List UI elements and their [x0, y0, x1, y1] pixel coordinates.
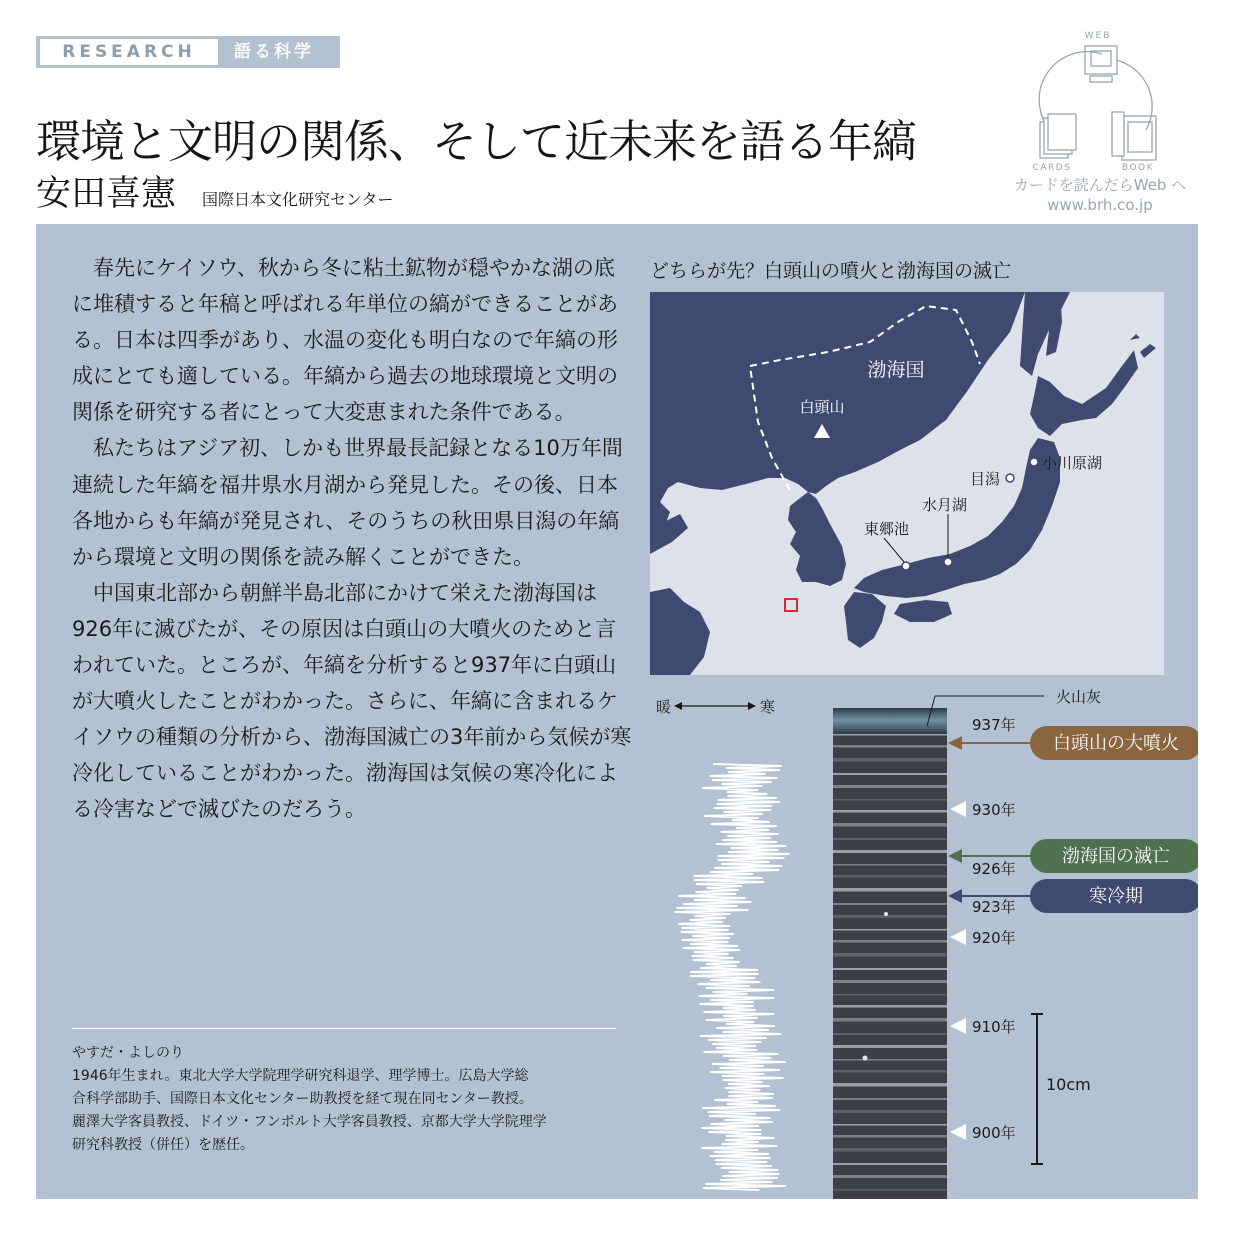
varve-band: [833, 1033, 947, 1035]
site-marker: [1006, 474, 1014, 482]
varve-band: [833, 785, 947, 788]
bio-line: 1946年生まれ。東北大学大学院理学研究科退学、理学博士。広島大学総: [72, 1068, 529, 1084]
cards-label: CARDS: [1032, 163, 1072, 173]
varve-band: [833, 994, 947, 996]
scale-label: 10cm: [1046, 1075, 1091, 1094]
varve-band: [833, 838, 947, 840]
varve-band: [833, 1148, 947, 1152]
varve-band: [833, 1045, 947, 1048]
varve-band: [833, 929, 947, 931]
map-title: どちらが先？白頭山の噴火と渤海国の滅亡: [650, 260, 1012, 282]
east-asia-map: [650, 292, 1164, 675]
varve-band: [833, 875, 947, 878]
varve-band: [833, 1163, 947, 1165]
varve-band: [833, 799, 947, 801]
bio-line: 合科学部助手、国際日本文化センター助教授を経て現在同センター教授。: [72, 1091, 533, 1107]
arrow-right-icon: [748, 702, 756, 710]
tick-marker-icon: [950, 1018, 966, 1034]
arrow-left-icon: [674, 702, 682, 710]
article-paragraph: 私たちはアジア初、しかも世界最長記録となる10万年間連続した年縞を福井県水月湖から発見した。その後、日本各地からも年縞が発見され、そのうちの秋田県目潟の年縞から環境と文明の関係を読み解くことができた。: [72, 436, 623, 569]
site-marker: [944, 558, 952, 566]
year-label: 910年: [972, 1018, 1016, 1036]
author-affiliation: 国際日本文化研究センター: [202, 190, 394, 209]
varve-band: [833, 1005, 947, 1008]
varve-band: [833, 823, 947, 827]
research-tag-label: RESEARCH: [40, 39, 218, 65]
varve-band: [833, 888, 947, 892]
varve-band: [833, 1110, 947, 1113]
author-name: 安田喜憲: [36, 174, 177, 214]
varve-band: [833, 903, 947, 905]
eruption-callout-label: 白頭山の大噴火: [1053, 733, 1179, 754]
varve-band: [833, 1059, 947, 1061]
varve-band: [833, 915, 947, 918]
article-paragraph: 春先にケイソウ、秋から冬に粘土鉱物が穏やかな湖の底に堆積すると年稿と呼ばれる年単位の縞ができることがある。日本は四季があり、水温の変化も明白なので年縞の形成にとても適している。年縞から過去の地球環境と文明の関係を研究する者にとって大変恵まれた条件である。: [72, 256, 618, 425]
varve-band: [833, 1083, 947, 1087]
cold-label: 寒: [760, 698, 776, 716]
varve-band: [833, 1018, 947, 1022]
varve-band: [833, 1175, 947, 1178]
varve-band: [833, 745, 947, 748]
varve-band: [833, 1070, 947, 1073]
speck: [884, 912, 888, 916]
year-label: 923年: [972, 898, 1016, 916]
varve-band: [833, 758, 947, 762]
year-label: 930年: [972, 801, 1016, 819]
web-label: WEB: [1084, 31, 1112, 41]
ash-layer: [833, 708, 947, 732]
collapse-arrow-icon: [948, 849, 962, 863]
bio-line: 麗澤大学客員教授、ドイツ・フンボルト大学客員教授、京都大学大学院理学: [72, 1114, 547, 1130]
tick-marker-icon: [950, 801, 966, 817]
cold-callout-label: 寒冷期: [1089, 886, 1143, 907]
author-bio: [72, 1042, 632, 1157]
web-cards-book-cycle-icon: [1030, 26, 1166, 174]
bio-line: 研究科教授（併任）を歴任。: [72, 1137, 254, 1153]
site-label: 東郷池: [864, 520, 910, 538]
section-tag-label: 語る科学: [234, 42, 314, 62]
varve-band: [833, 1098, 947, 1100]
book-label: BOOK: [1121, 163, 1155, 173]
site-label: 水月湖: [922, 496, 968, 514]
varve-band: [833, 734, 947, 736]
article-paragraph: 中国東北部から朝鮮半島北部にかけて栄えた渤海国は926年に滅びたが、その原因は白頭山の大噴火のためと言われていた。ところが、年縞を分析すると937年に白頭山が大噴火したことがわかった。さらに、年縞に含まれるケイソウの種類の分析から、渤海国滅亡の3年前から気候が寒冷化していることがわかった。渤海国は気候の寒冷化による冷害などで滅びたのだろう。: [72, 580, 632, 822]
varve-band: [833, 864, 947, 866]
year-label: 926年: [972, 860, 1016, 878]
eruption-arrow-icon: [948, 736, 962, 750]
article-body: [72, 250, 632, 828]
warm-label: 暖: [656, 698, 672, 716]
varve-band: [833, 980, 947, 983]
site-marker: [1030, 458, 1038, 466]
divider: [72, 1028, 616, 1029]
content-panel: [36, 224, 1198, 1199]
varve-band: [833, 773, 947, 775]
year-label: 937年: [972, 716, 1016, 734]
tick-marker-icon: [950, 929, 966, 945]
varve-band: [833, 940, 947, 943]
web-caption-line: カードを読んだらWeb へ: [1013, 176, 1187, 194]
bio-name-reading: やすだ・よしのり: [72, 1045, 184, 1061]
site-label: 目潟: [970, 470, 1001, 488]
varve-band: [833, 953, 947, 957]
varve-core-figure: [650, 684, 1198, 1199]
year-label: 900年: [972, 1124, 1016, 1142]
region-label: 渤海国: [867, 359, 925, 381]
varve-band: [833, 850, 947, 853]
site-marker: [902, 562, 910, 570]
varve-band: [833, 810, 947, 813]
climate-curve: [675, 764, 788, 1190]
web-caption: [1000, 175, 1200, 215]
varve-band: [833, 1124, 947, 1126]
varve-band: [833, 1189, 947, 1191]
varve-band: [833, 968, 947, 970]
speck: [863, 1056, 868, 1061]
web-url[interactable]: www.brh.co.jp: [1047, 196, 1153, 214]
page-title: 環境と文明の関係、そして近未来を語る年縞: [36, 115, 917, 168]
ash-label: 火山灰: [1056, 688, 1102, 706]
varve-band: [833, 1135, 947, 1138]
year-label: 920年: [972, 929, 1016, 947]
collapse-callout-label: 渤海国の滅亡: [1062, 846, 1170, 867]
tick-marker-icon: [950, 1124, 966, 1140]
cold-arrow-icon: [948, 889, 962, 903]
site-label: 小川原湖: [1042, 454, 1103, 472]
section-tag: [36, 36, 340, 68]
volcano-label: 白頭山: [799, 398, 845, 416]
